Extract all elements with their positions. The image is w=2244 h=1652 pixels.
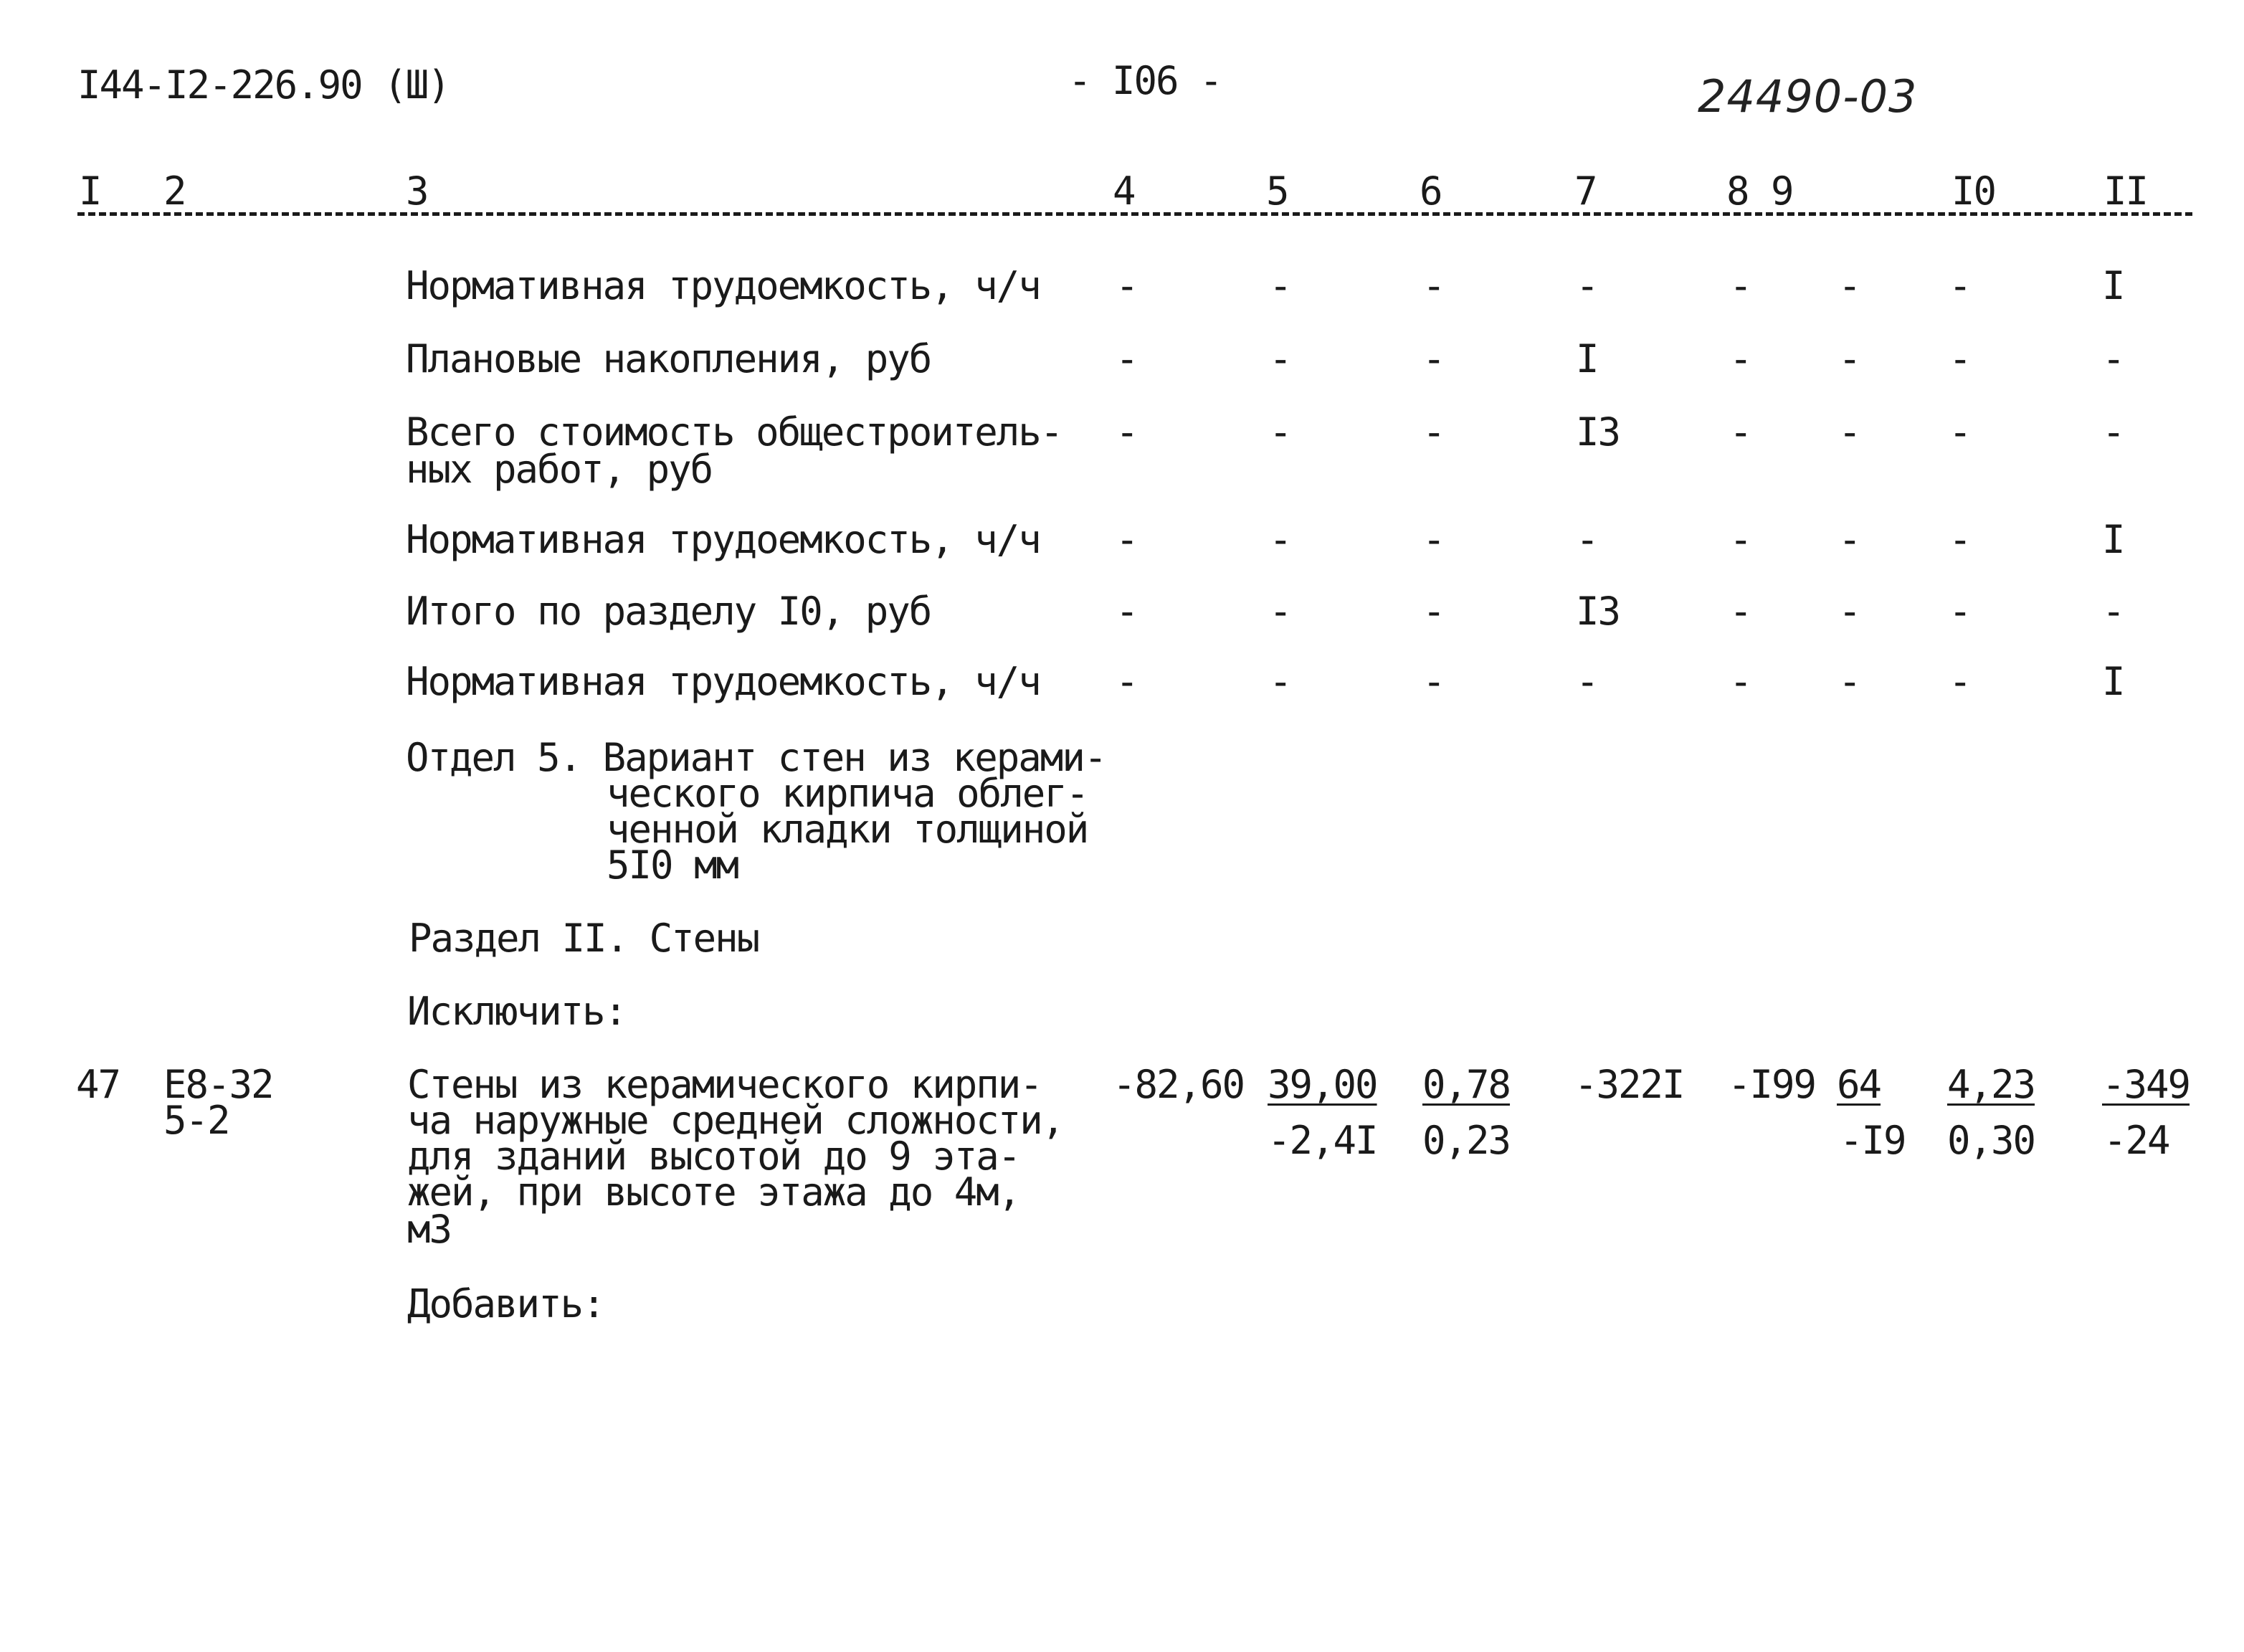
col-header: I0 bbox=[1951, 168, 1996, 214]
cell-c5: - bbox=[1269, 336, 1291, 381]
cell-c8: - bbox=[1729, 409, 1751, 455]
cell-c5: - bbox=[1269, 589, 1291, 634]
page-number: - I06 - bbox=[1068, 58, 1222, 103]
item-code-suffix: 5-2 bbox=[163, 1098, 229, 1143]
cell-c7: I3 bbox=[1576, 589, 1620, 634]
col-header: 8 bbox=[1726, 168, 1749, 214]
cell-c8: - bbox=[1729, 263, 1751, 308]
col-header: 9 bbox=[1771, 168, 1793, 214]
exclude-label: Исключить: bbox=[407, 989, 627, 1034]
doc-code: I44-I2-226.90 (Ш) bbox=[77, 62, 450, 108]
cell-c8: - bbox=[1729, 517, 1751, 562]
col-header: 5 bbox=[1266, 168, 1288, 214]
cell-c11: I bbox=[2102, 263, 2124, 308]
cell-c7: -322I bbox=[1574, 1062, 1684, 1107]
cell-c6: - bbox=[1422, 659, 1445, 704]
cell-c8: - bbox=[1729, 659, 1751, 704]
cell-c5-top: 39,00 bbox=[1268, 1062, 1377, 1107]
cell-c4: - bbox=[1116, 517, 1138, 562]
department-line: Отдел 5. Вариант стен из керами- bbox=[406, 735, 1106, 780]
cell-c10: - bbox=[1949, 263, 1971, 308]
item-description-line: Стены из керамического кирпи- bbox=[407, 1062, 1042, 1107]
cell-c5: - bbox=[1269, 659, 1291, 704]
row-label: Всего стоимость общестроитель- bbox=[406, 409, 1062, 455]
cell-c11: I bbox=[2102, 659, 2124, 704]
cell-c4: - bbox=[1116, 336, 1138, 381]
department-line: ческого кирпича облег- bbox=[607, 771, 1088, 816]
cell-c7: - bbox=[1576, 517, 1598, 562]
item-description-line: жей, при высоте этажа до 4м, bbox=[407, 1169, 1020, 1215]
cell-c10: - bbox=[1949, 409, 1971, 455]
cell-c6: - bbox=[1422, 589, 1445, 634]
cell-c6-top: 0,78 bbox=[1422, 1062, 1511, 1107]
cell-c9: - bbox=[1838, 263, 1860, 308]
item-description-line: м3 bbox=[407, 1207, 452, 1252]
cell-c5: - bbox=[1269, 263, 1291, 308]
cell-c6: - bbox=[1422, 409, 1445, 455]
cell-c8: - bbox=[1729, 336, 1751, 381]
cell-c6: - bbox=[1422, 263, 1445, 308]
col-header: 3 bbox=[406, 168, 428, 214]
item-description-line: для зданий высотой до 9 эта- bbox=[407, 1134, 1020, 1179]
cell-c11-bottom: -24 bbox=[2103, 1118, 2169, 1163]
cell-c4: -82,60 bbox=[1113, 1062, 1245, 1107]
item-number: 47 bbox=[76, 1062, 120, 1107]
row-label: Нормативная трудоемкость, ч/ч bbox=[406, 517, 1040, 562]
cell-c7: I bbox=[1576, 336, 1598, 381]
cell-c11: - bbox=[2102, 409, 2124, 455]
row-label: Плановые накопления, руб bbox=[406, 336, 931, 381]
cell-c5: - bbox=[1269, 409, 1291, 455]
cell-c9-top: 64 bbox=[1837, 1062, 1881, 1107]
col-header: 7 bbox=[1574, 168, 1597, 214]
inventory-number: 24490-03 bbox=[1698, 70, 1918, 123]
cell-c10: - bbox=[1949, 517, 1971, 562]
cell-c9: - bbox=[1838, 589, 1860, 634]
row-label: Нормативная трудоемкость, ч/ч bbox=[406, 263, 1040, 308]
cell-c7: - bbox=[1576, 659, 1598, 704]
cell-c9: - bbox=[1838, 659, 1860, 704]
cell-c6: - bbox=[1422, 517, 1445, 562]
cell-c6-bottom: 0,23 bbox=[1422, 1118, 1511, 1163]
cell-c8: - bbox=[1729, 589, 1751, 634]
cell-c4: - bbox=[1116, 659, 1138, 704]
department-line: ченной кладки толщиной bbox=[607, 807, 1088, 852]
cell-c10: - bbox=[1949, 659, 1971, 704]
section-title: Раздел II. Стены bbox=[409, 916, 759, 961]
row-label: Нормативная трудоемкость, ч/ч bbox=[406, 659, 1040, 704]
cell-c4: - bbox=[1116, 263, 1138, 308]
cell-c10: - bbox=[1949, 336, 1971, 381]
row-label: Итого по разделу I0, руб bbox=[406, 589, 931, 634]
cell-c7: - bbox=[1576, 263, 1598, 308]
cell-c9: - bbox=[1838, 336, 1860, 381]
cell-c8: -I99 bbox=[1728, 1062, 1816, 1107]
col-header: II bbox=[2103, 168, 2148, 214]
header-rule bbox=[77, 212, 2192, 216]
add-label: Добавить: bbox=[407, 1281, 604, 1326]
cell-c9: - bbox=[1838, 409, 1860, 455]
cell-c7: I3 bbox=[1576, 409, 1620, 455]
col-header: 4 bbox=[1113, 168, 1135, 214]
cell-c5-bottom: -2,4I bbox=[1268, 1118, 1377, 1163]
row-label-continued: ных работ, руб bbox=[406, 447, 713, 492]
item-code: Е8-32 bbox=[163, 1062, 273, 1107]
cell-c9: - bbox=[1838, 517, 1860, 562]
col-header: I bbox=[79, 168, 101, 214]
item-description-line: ча наружные средней сложности, bbox=[407, 1098, 1064, 1143]
cell-c6: - bbox=[1422, 336, 1445, 381]
col-header: 6 bbox=[1420, 168, 1442, 214]
cell-c10: - bbox=[1949, 589, 1971, 634]
cell-c11: I bbox=[2102, 517, 2124, 562]
cell-c11-top: -349 bbox=[2102, 1062, 2190, 1107]
cell-c9-bottom: -I9 bbox=[1840, 1118, 1906, 1163]
cell-c4: - bbox=[1116, 589, 1138, 634]
col-header: 2 bbox=[163, 168, 186, 214]
cell-c11: - bbox=[2102, 336, 2124, 381]
cell-c5: - bbox=[1269, 517, 1291, 562]
cell-c10-top: 4,23 bbox=[1947, 1062, 2035, 1107]
cell-c10-bottom: 0,30 bbox=[1947, 1118, 2035, 1163]
cell-c4: - bbox=[1116, 409, 1138, 455]
cell-c11: - bbox=[2102, 589, 2124, 634]
department-line: 5I0 мм bbox=[607, 842, 738, 888]
